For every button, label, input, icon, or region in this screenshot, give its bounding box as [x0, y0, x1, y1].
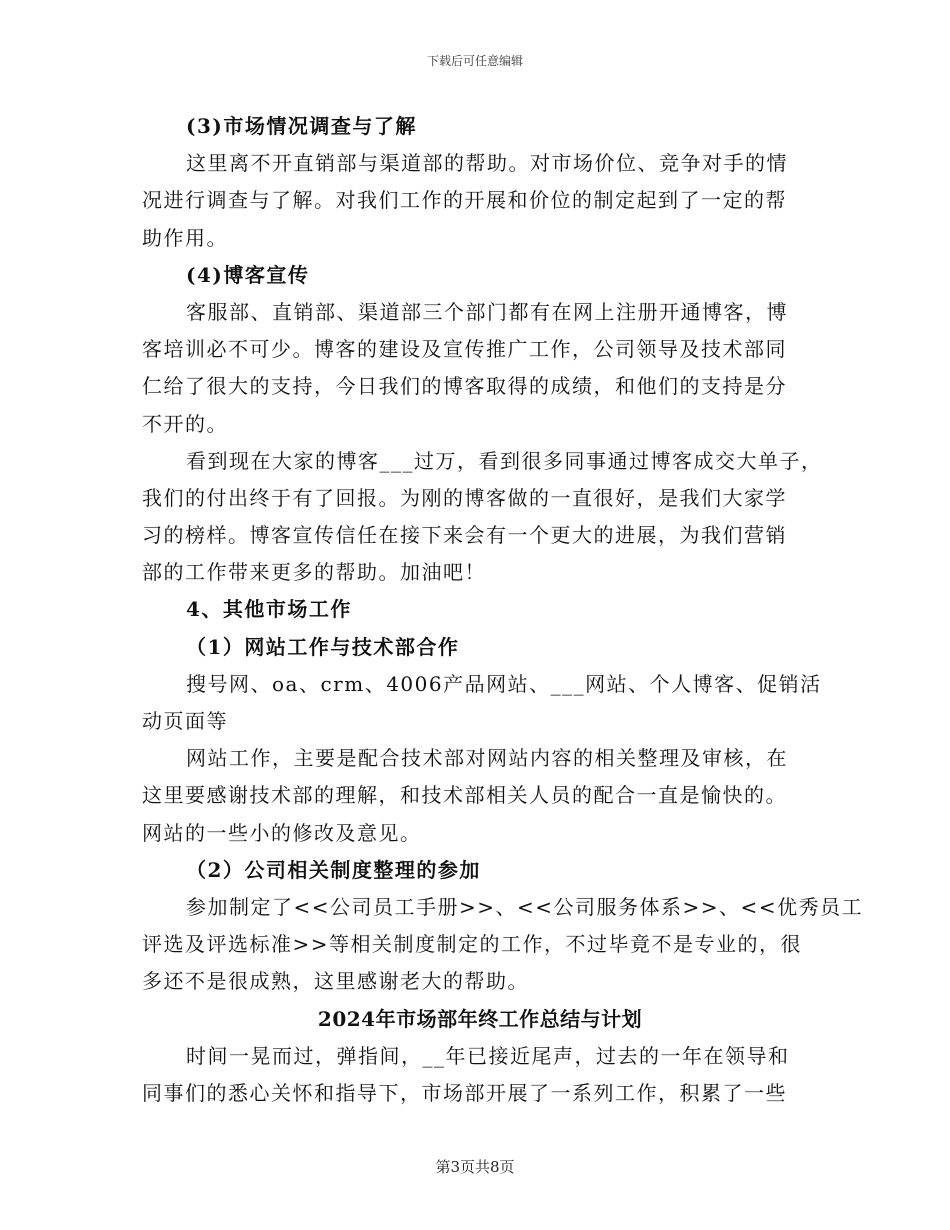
- section-title: 2024年市场部年终工作总结与计划: [317, 1006, 643, 1031]
- page-header: 下载后可任意编辑: [426, 54, 523, 68]
- text-line: 不开的。: [142, 411, 228, 436]
- page-footer: 第3页共8页: [435, 1158, 515, 1176]
- text-line: 况进行调查与了解。对我们工作的开展和价位的制定起到了一定的帮: [142, 188, 787, 213]
- text-line: 部的工作带来更多的帮助。加油吧！: [142, 560, 486, 585]
- text-line: 这里离不开直销部与渠道部的帮助。对市场价位、竞争对手的情: [186, 151, 788, 176]
- text-line: 助作用。: [142, 225, 228, 250]
- text-line: 看到现在大家的博客___过万，看到很多同事通过博客成交大单子，: [186, 448, 823, 473]
- text-line: 网站工作，主要是配合技术部对网站内容的相关整理及审核，在: [186, 746, 788, 771]
- text-line: 评选及评选标准>>等相关制度制定的工作，不过毕竟不是专业的，很: [142, 932, 803, 957]
- text-line: 习的榜样。博客宣传信任在接下来会有一个更大的进展，为我们营销: [142, 523, 787, 548]
- text-line: 我们的付出终于有了回报。为刚的博客做的一直很好，是我们大家学: [142, 485, 787, 510]
- subheading: （2）公司相关制度整理的参加: [186, 857, 481, 882]
- subheading: （1）网站工作与技术部合作: [186, 634, 460, 659]
- text-line: 参加制定了<<公司员工手册>>、<<公司服务体系>>、<<优秀员工: [186, 894, 864, 919]
- text-line: 多还不是很成熟，这里感谢老大的帮助。: [142, 969, 529, 994]
- subheading: (4)博客宣传: [186, 262, 310, 287]
- subheading: 4、其他市场工作: [186, 597, 352, 622]
- text-line: 网站的一些小的修改及意见。: [142, 820, 422, 845]
- text-line: 客服部、直销部、渠道部三个部门都有在网上注册开通博客，博: [186, 299, 788, 324]
- subheading: (3)市场情况调查与了解: [186, 114, 417, 138]
- document-body: [142, 108, 864, 1112]
- text-line: 客培训必不可少。博客的建设及宣传推广工作，公司领导及技术部同: [142, 337, 787, 362]
- text-line: 搜号网、oa、crm、4006产品网站、___网站、个人博客、促销活: [186, 671, 822, 696]
- text-line: 动页面等: [142, 709, 228, 733]
- text-line: 这里要感谢技术部的理解，和技术部相关人员的配合一直是愉快的。: [142, 783, 787, 808]
- text-line: 仁给了很大的支持，今日我们的博客取得的成绩，和他们的支持是分: [142, 374, 787, 399]
- text-line: 同事们的悉心关怀和指导下，市场部开展了一系列工作，积累了一些: [142, 1080, 787, 1105]
- text-line: 时间一晃而过，弹指间，__年已接近尾声，过去的一年在领导和: [186, 1043, 790, 1068]
